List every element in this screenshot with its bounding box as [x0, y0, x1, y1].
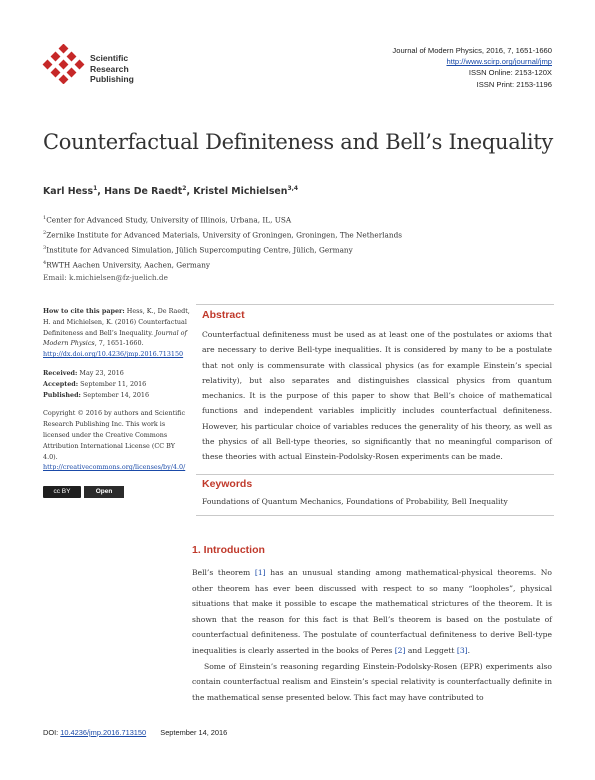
keywords-text: Foundations of Quantum Mechanics, Foundations of Probability, Bell Inequality: [202, 497, 508, 506]
affiliation-sup: 3: [43, 245, 47, 252]
affiliation-sup: 2: [43, 230, 47, 237]
copyright-text: Copyright © 2016 by authors and Scientific Research Publishing Inc. This work is licensed under the Creative Commons Attribution International License (CC BY 4.0).: [43, 409, 186, 461]
citation-block: [43, 306, 191, 360]
received-line: [43, 368, 191, 379]
author-name: Hans De Raedt: [104, 186, 183, 198]
affiliation-text: Institute for Advanced Simulation, Jülich Supercomputing Centre, Jülich, Germany: [46, 245, 353, 255]
publisher-name: [90, 53, 134, 85]
author-name: Kristel Michielsen: [193, 186, 288, 198]
cite-tail: , 7, 1651-1660.: [94, 339, 144, 348]
author-sup: 1: [93, 185, 98, 192]
email: Email: k.michielsen@fz-juelich.de: [43, 273, 168, 283]
footer-doi-label: DOI:: [43, 728, 61, 737]
footer-doi-link[interactable]: 10.4236/jmp.2016.713150: [60, 728, 147, 737]
author-list: Karl Hess$^1$, Hans De Raedt$^2$, Kristel Michielsen$^{3,4}$: [43, 185, 299, 198]
intro-paragraph: [192, 565, 552, 659]
affiliation-text: Zernike Institute for Advanced Materials, University of Groningen, Groningen, The Netherlands: [46, 230, 402, 240]
page-footer: [43, 728, 227, 737]
published-line: [43, 390, 191, 401]
cite-text: Hess, K., De Raedt, H. and Michielsen, K. (2016) Counterfactual Definiteness and Bell’s Inequality.: [43, 307, 190, 337]
open-access-badge: Open Access: [84, 486, 124, 498]
affiliation-item: [43, 212, 402, 227]
intro-text-run: Bell’s theorem: [192, 568, 255, 577]
intro-text-run: and Leggett: [405, 645, 457, 655]
journal-info: [392, 45, 552, 90]
intro-heading: 1. Introduction: [192, 544, 265, 556]
footer-date: September 14, 2016: [160, 728, 228, 737]
sidebar: [43, 306, 191, 473]
cite-doi-link[interactable]: http://dx.doi.org/10.4236/jmp.2016.713150: [43, 350, 184, 359]
license-link[interactable]: http://creativecommons.org/licenses/by/4.0/: [43, 463, 186, 472]
affiliation-item: [43, 257, 402, 272]
affiliation-item: [43, 227, 402, 242]
keywords-heading: Keywords: [202, 478, 253, 490]
intro-paragraph: Some of Einstein’s reasoning regarding Einstein-Podolsky-Rosen (EPR) experiments also contain counterfactual realism and Einstein’s special relativity is counterfactually definite in the mathematical sense presented below. This fact may have contributed to: [192, 661, 552, 702]
abstract-heading: Abstract: [202, 309, 245, 321]
reference-link[interactable]: [2]: [394, 645, 406, 655]
published-label: Published:: [43, 390, 81, 399]
intro-text: [192, 565, 552, 705]
issn-online: ISSN Online: 2153-120X: [468, 68, 552, 78]
accepted-date: September 11, 2016: [80, 379, 147, 388]
intro-text-run: has an unusual standing among mathematical-physical theorems. No other theorem has ever been discussed with respect to so many “loopholes”, physical situations that make it possible to escape the mathematical strictures of the theorem. It is shown that the reason for this fact is that Bell’s theorem is based on the postulate of counterfactual definiteness. The postulate of counterfactual definiteness to derive Bell-type inequalities is clearly asserted in the books of Peres: [192, 568, 552, 655]
cc-by-badge[interactable]: cc BY: [43, 486, 81, 498]
publisher-name-line: Research: [90, 63, 129, 74]
received-date: May 23, 2016: [79, 368, 124, 377]
abstract-divider: [196, 304, 554, 305]
publisher-name-line: Scientific: [90, 53, 129, 63]
accepted-label: Accepted:: [43, 379, 79, 388]
cite-journal: Journal of Modern Physics: [43, 328, 187, 348]
received-label: Received:: [43, 368, 78, 377]
cite-label: How to cite this paper:: [43, 307, 125, 315]
affiliation-text: Center for Advanced Study, University of Illinois, Urbana, IL, USA: [46, 215, 292, 225]
affiliation-item: [43, 242, 402, 257]
accepted-line: [43, 379, 191, 390]
affiliations: [43, 212, 402, 285]
affiliation-sup: 4: [43, 260, 47, 267]
issn-print: ISSN Print: 2153-1196: [476, 79, 552, 89]
affiliation-text: RWTH Aachen University, Aachen, Germany: [46, 260, 211, 270]
paper-title: Counterfactual Definiteness and Bell’s Inequality: [43, 130, 553, 154]
author-sup: 2: [182, 185, 187, 192]
author-name: Karl Hess: [43, 186, 94, 198]
affiliation-sup: 1: [43, 215, 47, 221]
keywords-bottom-divider: [196, 515, 554, 516]
author-sup: 3,4: [287, 185, 299, 192]
published-date: September 14, 2016: [82, 390, 150, 399]
reference-link[interactable]: [1]: [254, 568, 266, 577]
publisher-name-line: Publishing: [90, 74, 134, 84]
keywords-divider: [196, 474, 554, 475]
journal-url-link[interactable]: http://www.scirp.org/journal/jmp: [446, 57, 552, 67]
publisher-logo-icon: [42, 44, 86, 84]
journal-citation: Journal of Modern Physics, 2016, 7, 1651-1660: [392, 46, 552, 55]
reference-link[interactable]: [3]: [456, 645, 468, 655]
abstract-text: Counterfactual definiteness must be used as at least one of the postulates or axioms that are necessary to derive Bell-type inequalities. It is considered by many to be a postulate that not only is commensurate with classical physics (as for example Einstein’s special relativity), but also separates and distinguishes classical physics from quantum mechanics. It is the purpose of this paper to show that Bell’s choice of mathematical functions and independent variables implicitly includes counterfactual definiteness. However, his particular choice of variables reduces the generality of his theory, as well as the physics of all Bell-type theories, so significantly that no meaningful comparison of these theories with actual Einstein-Podolsky-Rosen experiments can be made.: [202, 330, 552, 462]
intro-text-run: .: [467, 645, 471, 655]
